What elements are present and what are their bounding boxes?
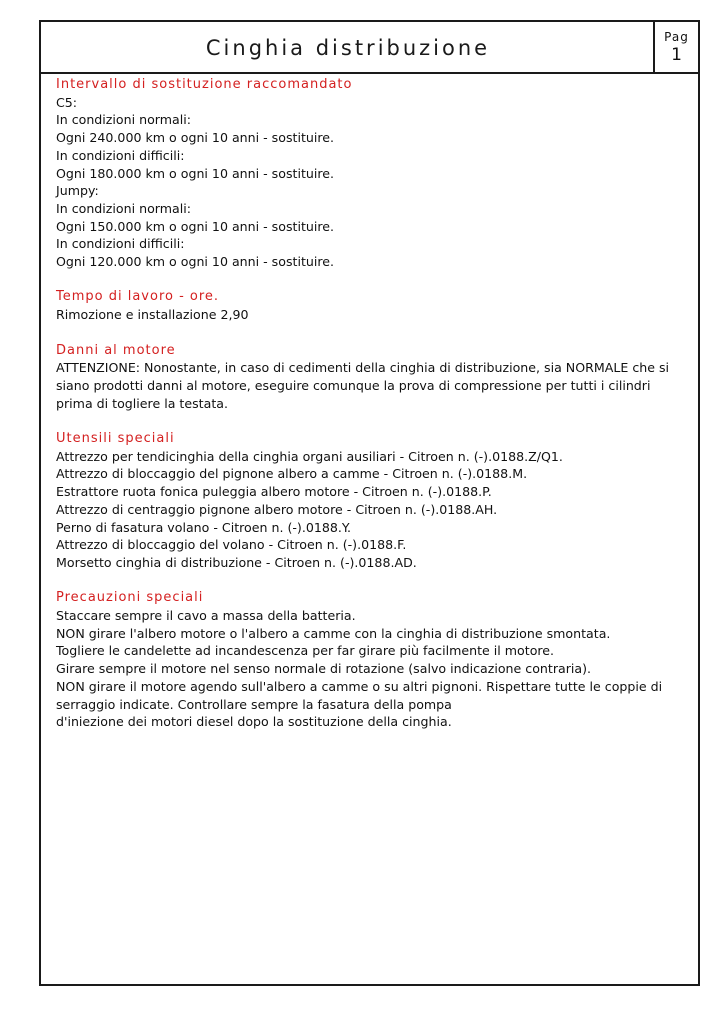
section-heading: Danni al motore [56,342,176,358]
page-frame [39,20,700,986]
text-line: Rimozione e installazione 2,90 [56,307,249,323]
text-line: Ogni 180.000 km o ogni 10 anni - sostituire. [56,165,335,181]
section-heading: Tempo di lavoro - ore. [56,289,220,305]
section-heading: Intervallo di sostituzione raccomandato [56,77,353,92]
page-number-box [653,22,698,72]
text-line: C5: [56,94,78,110]
page-header [41,22,698,74]
page-content [56,76,688,749]
text-line: Jumpy: [56,183,99,199]
text-line: Ogni 240.000 km o ogni 10 anni - sostituire. [56,130,335,146]
section-labor-time [56,288,688,323]
text-line: Ogni 150.000 km o ogni 10 anni - sostituire. [56,218,335,234]
precaution-item: Staccare sempre il cavo a massa della batteria. [56,608,356,624]
text-line: In condizioni difficili: [56,236,185,252]
precaution-item: Girare sempre il motore nel senso normale di rotazione (salvo indicazione contraria). [56,661,592,677]
tool-item: Morsetto cinghia di distribuzione - Citroen n. (-).0188.AD. [56,554,417,570]
precaution-item: d'iniezione dei motori diesel dopo la sostituzione della cinghia. [56,714,452,730]
precaution-item: NON girare il motore agendo sull'albero a camme o su altri pignoni. Rispettare tutte le coppie di serraggio indicate. Controllare sempre la fasatura della pompa [56,678,663,712]
tool-item: Perno di fasatura volano - Citroen n. (-).0188.Y. [56,519,352,535]
precaution-item: Togliere le candelette ad incandescenza per far girare più facilmente il motore. [56,643,555,659]
text-paragraph: ATTENZIONE: Nonostante, in caso di cedimenti della cinghia di distribuzione, sia NORMALE che si siano prodotti danni al motore, eseguire comunque la prova di compressione per tutti i cilindri prima di togliere la testata. [56,360,670,411]
page-number: 1 [671,45,682,65]
section-replacement-interval [56,76,688,271]
section-heading: Precauzioni speciali [56,590,204,606]
tool-item: Attrezzo di bloccaggio del pignone albero a camme - Citroen n. (-).0188.M. [56,466,528,482]
page-label: Pag [664,30,689,44]
precaution-item: NON girare l'albero motore o l'albero a camme con la cinghia di distribuzione smontata. [56,625,611,641]
page-title: Cinghia distribuzione [205,36,491,60]
text-line: In condizioni difficili: [56,147,185,163]
text-line: In condizioni normali: [56,200,191,216]
text-line: Ogni 120.000 km o ogni 10 anni - sostituire. [56,254,335,270]
tool-item: Attrezzo di centraggio pignone albero motore - Citroen n. (-).0188.AH. [56,501,498,517]
tool-item: Attrezzo per tendicinghia della cinghia organi ausiliari - Citroen n. (-).0188.Z/Q1. [56,448,563,464]
section-special-precautions [56,589,688,731]
tool-item: Attrezzo di bloccaggio del volano - Citroen n. (-).0188.F. [56,537,407,553]
section-engine-damage [56,342,688,413]
tool-item: Estrattore ruota fonica puleggia albero motore - Citroen n. (-).0188.P. [56,484,492,500]
text-line: In condizioni normali: [56,112,191,128]
section-heading: Utensili speciali [56,431,175,447]
section-special-tools [56,430,688,572]
